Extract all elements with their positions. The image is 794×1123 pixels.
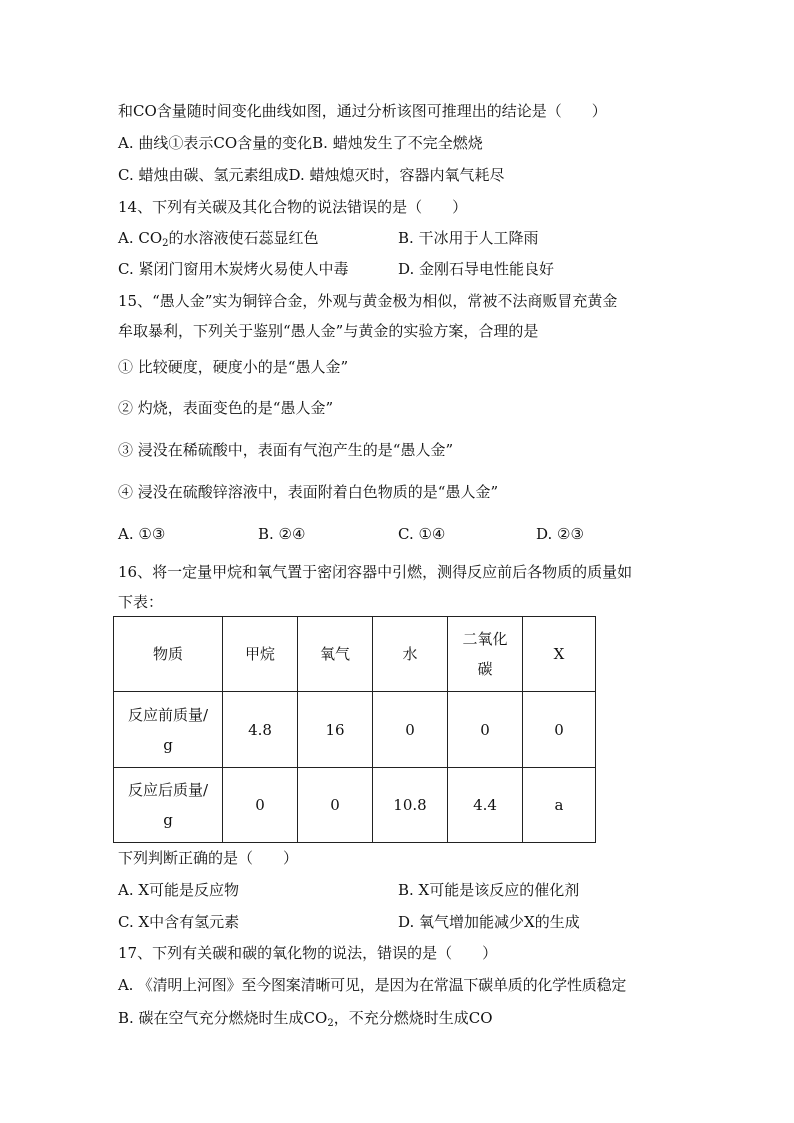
table-cell: 0 bbox=[373, 692, 448, 768]
table-cell: 10.8 bbox=[373, 768, 448, 843]
q15-option-d: D. ②③ bbox=[536, 525, 584, 543]
table-row bbox=[114, 692, 596, 768]
table-cell: a bbox=[523, 768, 596, 843]
q15-item-2: ② 灼烧，表面变色的是“愚人金” bbox=[118, 399, 334, 417]
q16-option-b: B. X可能是该反应的催化剂 bbox=[398, 881, 580, 899]
q14-option-a: A. $CO_2$的水溶液使石蕊显红色 bbox=[118, 229, 319, 249]
table-cell: 0 bbox=[298, 768, 373, 843]
q16-stem-line1: 16、将一定量甲烷和氧气置于密闭容器中引燃，测得反应前后各物质的质量如 bbox=[118, 563, 633, 581]
q15-option-b: B. ②④ bbox=[258, 525, 306, 543]
table-cell: 4.8 bbox=[223, 692, 298, 768]
q16-option-c: C. X中含有氢元素 bbox=[118, 913, 240, 931]
row-label: 反应后质量/ g bbox=[114, 768, 223, 843]
table-cell: 0 bbox=[523, 692, 596, 768]
q14-option-c: C. 紧闭门窗用木炭烤火易使人中毒 bbox=[118, 260, 349, 278]
q16-option-a: A. X可能是反应物 bbox=[118, 881, 240, 899]
q15-item-1: ① 比较硬度，硬度小的是“愚人金” bbox=[118, 358, 349, 376]
q15-option-a: A. ①③ bbox=[118, 525, 166, 543]
header-cell: 物质 bbox=[114, 617, 223, 692]
q15-stem-line1: 15、“愚人金”实为铜锌合金，外观与黄金极为相似，常被不法商贩冒充黄金 bbox=[118, 292, 618, 310]
q16-option-d: D. 氧气增加能减少X的生成 bbox=[398, 913, 580, 931]
q13-options-cd: C. 蜡烛由碳、氢元素组成D. 蜡烛熄灭时，容器内氧气耗尽 bbox=[118, 166, 505, 184]
header-cell: 甲烷 bbox=[223, 617, 298, 692]
header-cell: 水 bbox=[373, 617, 448, 692]
q15-stem-line2: 牟取暴利，下列关于鉴别“愚人金”与黄金的实验方案，合理的是 bbox=[118, 322, 539, 340]
table-row bbox=[114, 768, 596, 843]
table-cell: 4.4 bbox=[448, 768, 523, 843]
q15-item-4: ④ 浸没在硫酸锌溶液中，表面附着白色物质的是“愚人金” bbox=[118, 483, 499, 501]
table-header-row bbox=[114, 617, 596, 692]
q16-stem-line2: 下表： bbox=[118, 593, 164, 611]
q17-option-a: A. 《清明上河图》至今图案清晰可见，是因为在常温下碳单质的化学性质稳定 bbox=[118, 976, 627, 994]
row-label: 反应前质量/ g bbox=[114, 692, 223, 768]
q16-question: 下列判断正确的是（ ） bbox=[118, 849, 299, 867]
q14-option-b: B. 干冰用于人工降雨 bbox=[398, 229, 539, 247]
table-cell: 16 bbox=[298, 692, 373, 768]
q14-option-d: D. 金刚石导电性能良好 bbox=[398, 260, 555, 278]
q14-stem: 14、下列有关碳及其化合物的说法错误的是（ ） bbox=[118, 198, 468, 216]
q15-item-3: ③ 浸没在稀硫酸中，表面有气泡产生的是“愚人金” bbox=[118, 441, 454, 459]
q17-stem: 17、下列有关碳和碳的氧化物的说法，错误的是（ ） bbox=[118, 944, 498, 962]
table-cell: 0 bbox=[448, 692, 523, 768]
q13-stem: 和CO含量随时间变化曲线如图，通过分析该图可推理出的结论是（ ） bbox=[118, 102, 607, 120]
table-cell: 0 bbox=[223, 768, 298, 843]
header-cell: 氧气 bbox=[298, 617, 373, 692]
q15-option-c: C. ①④ bbox=[398, 525, 446, 543]
header-cell: 二氧化 碳 bbox=[448, 617, 523, 692]
header-cell: X bbox=[523, 617, 596, 692]
q17-option-b: B. 碳在空气充分燃烧时生成$CO_2$，不充分燃烧时生成CO bbox=[118, 1009, 493, 1029]
q13-options-ab: A. 曲线①表示CO含量的变化B. 蜡烛发生了不完全燃烧 bbox=[118, 134, 483, 152]
mass-table bbox=[113, 616, 596, 843]
